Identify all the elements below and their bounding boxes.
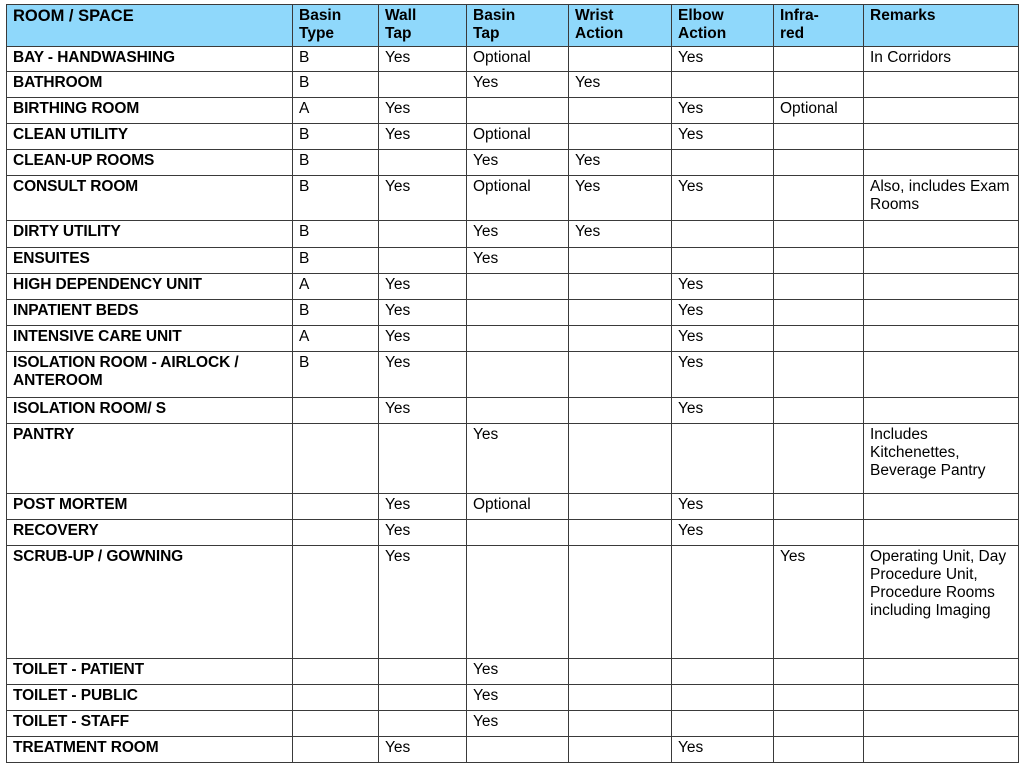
cell-remarks <box>864 149 1019 175</box>
cell-wall-tap: Yes <box>379 46 467 71</box>
cell-infrared <box>774 220 864 247</box>
table-row <box>7 519 1019 545</box>
cell-remarks <box>864 658 1019 684</box>
cell-infrared <box>774 684 864 710</box>
table-row <box>7 325 1019 351</box>
cell-room-space: SCRUB-UP / GOWNING <box>7 545 293 658</box>
cell-wrist-action: Yes <box>569 149 672 175</box>
cell-room-space: HIGH DEPENDENCY UNIT <box>7 273 293 299</box>
column-header-basin-type-line2: Type <box>299 25 335 43</box>
cell-basin-tap: Yes <box>467 71 569 97</box>
cell-room-space: TREATMENT ROOM <box>7 736 293 762</box>
cell-basin-type <box>293 710 379 736</box>
cell-infrared <box>774 351 864 397</box>
cell-remarks <box>864 397 1019 423</box>
cell-wall-tap: Yes <box>379 273 467 299</box>
cell-wall-tap: Yes <box>379 736 467 762</box>
cell-basin-type: B <box>293 220 379 247</box>
column-header-elbow-action-line2: Action <box>678 25 727 43</box>
cell-basin-type <box>293 684 379 710</box>
cell-wrist-action <box>569 97 672 123</box>
cell-wrist-action: Yes <box>569 175 672 220</box>
cell-basin-tap: Optional <box>467 123 569 149</box>
cell-basin-tap: Yes <box>467 658 569 684</box>
cell-elbow-action <box>672 149 774 175</box>
cell-remarks <box>864 273 1019 299</box>
cell-room-space: CLEAN UTILITY <box>7 123 293 149</box>
cell-remarks <box>864 684 1019 710</box>
table-row <box>7 149 1019 175</box>
cell-remarks <box>864 123 1019 149</box>
cell-remarks <box>864 247 1019 273</box>
cell-wrist-action <box>569 123 672 149</box>
cell-basin-tap: Optional <box>467 46 569 71</box>
cell-wrist-action <box>569 658 672 684</box>
cell-basin-type: B <box>293 71 379 97</box>
cell-wall-tap: Yes <box>379 175 467 220</box>
table-row <box>7 736 1019 762</box>
cell-remarks <box>864 493 1019 519</box>
cell-wall-tap <box>379 220 467 247</box>
cell-basin-type <box>293 493 379 519</box>
cell-wall-tap <box>379 658 467 684</box>
cell-remarks: Also, includes Exam Rooms <box>864 175 1019 220</box>
column-header-remarks: Remarks <box>864 5 1019 47</box>
column-header-basin-type <box>293 5 379 47</box>
cell-basin-type: A <box>293 97 379 123</box>
cell-basin-tap: Yes <box>467 684 569 710</box>
cell-basin-tap <box>467 97 569 123</box>
column-header-basin-tap <box>467 5 569 47</box>
cell-basin-tap <box>467 545 569 658</box>
cell-remarks: In Corridors <box>864 46 1019 71</box>
cell-wrist-action <box>569 299 672 325</box>
cell-remarks <box>864 71 1019 97</box>
cell-basin-tap <box>467 351 569 397</box>
cell-room-space: DIRTY UTILITY <box>7 220 293 247</box>
cell-elbow-action: Yes <box>672 123 774 149</box>
cell-basin-tap: Yes <box>467 220 569 247</box>
cell-elbow-action <box>672 423 774 493</box>
cell-remarks <box>864 351 1019 397</box>
cell-basin-tap: Yes <box>467 710 569 736</box>
handwashing-facilities-table <box>6 4 1019 763</box>
cell-wall-tap: Yes <box>379 545 467 658</box>
cell-remarks: Operating Unit, Day Procedure Unit, Procedure Rooms including Imaging <box>864 545 1019 658</box>
cell-basin-type: B <box>293 247 379 273</box>
cell-room-space: RECOVERY <box>7 519 293 545</box>
table-row <box>7 46 1019 71</box>
cell-basin-type <box>293 397 379 423</box>
cell-basin-tap <box>467 736 569 762</box>
cell-infrared <box>774 247 864 273</box>
cell-basin-type: B <box>293 46 379 71</box>
cell-wall-tap <box>379 684 467 710</box>
cell-basin-type <box>293 519 379 545</box>
cell-basin-tap: Yes <box>467 423 569 493</box>
cell-room-space: BATHROOM <box>7 71 293 97</box>
cell-wall-tap <box>379 71 467 97</box>
cell-basin-tap <box>467 273 569 299</box>
cell-remarks <box>864 736 1019 762</box>
cell-remarks <box>864 220 1019 247</box>
column-header-wrist-action-line1: Wrist <box>575 7 614 24</box>
cell-room-space: ISOLATION ROOM - AIRLOCK / ANTEROOM <box>7 351 293 397</box>
handwashing-facilities-table-container <box>6 4 1018 763</box>
cell-wall-tap: Yes <box>379 397 467 423</box>
cell-wrist-action <box>569 710 672 736</box>
cell-wrist-action <box>569 684 672 710</box>
cell-room-space: CLEAN-UP ROOMS <box>7 149 293 175</box>
cell-remarks <box>864 710 1019 736</box>
cell-infrared <box>774 149 864 175</box>
cell-infrared <box>774 397 864 423</box>
cell-basin-type: A <box>293 273 379 299</box>
cell-wrist-action <box>569 351 672 397</box>
table-row <box>7 545 1019 658</box>
cell-elbow-action: Yes <box>672 325 774 351</box>
cell-infrared <box>774 123 864 149</box>
cell-remarks: Includes Kitchenettes, Beverage Pantry <box>864 423 1019 493</box>
cell-infrared <box>774 46 864 71</box>
column-header-wall-tap-line2: Tap <box>385 25 412 43</box>
cell-infrared <box>774 299 864 325</box>
cell-room-space: POST MORTEM <box>7 493 293 519</box>
cell-basin-tap <box>467 519 569 545</box>
table-row <box>7 123 1019 149</box>
cell-elbow-action <box>672 220 774 247</box>
cell-wrist-action <box>569 325 672 351</box>
cell-wrist-action <box>569 273 672 299</box>
cell-infrared <box>774 175 864 220</box>
cell-room-space: BIRTHING ROOM <box>7 97 293 123</box>
cell-elbow-action: Yes <box>672 175 774 220</box>
cell-basin-tap <box>467 397 569 423</box>
cell-remarks <box>864 519 1019 545</box>
column-header-wall-tap-line1: Wall <box>385 7 417 24</box>
cell-wrist-action <box>569 736 672 762</box>
table-row <box>7 273 1019 299</box>
cell-wrist-action: Yes <box>569 220 672 247</box>
cell-room-space: TOILET - PUBLIC <box>7 684 293 710</box>
cell-basin-type <box>293 545 379 658</box>
cell-basin-tap <box>467 325 569 351</box>
cell-wall-tap: Yes <box>379 351 467 397</box>
column-header-basin-type-line1: Basin <box>299 7 342 24</box>
cell-basin-tap: Yes <box>467 247 569 273</box>
cell-basin-tap: Optional <box>467 493 569 519</box>
cell-wall-tap <box>379 149 467 175</box>
cell-wall-tap <box>379 710 467 736</box>
cell-wall-tap <box>379 247 467 273</box>
column-header-wall-tap <box>379 5 467 47</box>
column-header-elbow-action-line1: Elbow <box>678 7 724 24</box>
column-header-infrared-line2: red <box>780 25 805 43</box>
cell-elbow-action <box>672 710 774 736</box>
table-header <box>7 5 1019 47</box>
cell-basin-type <box>293 658 379 684</box>
table-row <box>7 97 1019 123</box>
cell-wrist-action <box>569 545 672 658</box>
cell-infrared <box>774 736 864 762</box>
cell-infrared: Optional <box>774 97 864 123</box>
column-header-infrared <box>774 5 864 47</box>
cell-room-space: BAY - HANDWASHING <box>7 46 293 71</box>
cell-infrared <box>774 658 864 684</box>
cell-room-space: PANTRY <box>7 423 293 493</box>
cell-basin-tap <box>467 299 569 325</box>
column-header-wrist-action-line2: Action <box>575 25 624 43</box>
column-header-basin-tap-line1: Basin <box>473 7 516 24</box>
cell-wrist-action: Yes <box>569 71 672 97</box>
column-header-room-space: ROOM / SPACE <box>7 5 293 47</box>
cell-infrared <box>774 71 864 97</box>
cell-wrist-action <box>569 493 672 519</box>
cell-elbow-action: Yes <box>672 97 774 123</box>
cell-remarks <box>864 325 1019 351</box>
cell-wrist-action <box>569 247 672 273</box>
cell-room-space: TOILET - PATIENT <box>7 658 293 684</box>
column-header-basin-tap-line2: Tap <box>473 25 500 43</box>
cell-basin-tap: Optional <box>467 175 569 220</box>
cell-basin-type: A <box>293 325 379 351</box>
cell-elbow-action <box>672 247 774 273</box>
cell-room-space: TOILET - STAFF <box>7 710 293 736</box>
cell-remarks <box>864 97 1019 123</box>
cell-infrared <box>774 423 864 493</box>
cell-elbow-action <box>672 658 774 684</box>
cell-basin-tap: Yes <box>467 149 569 175</box>
cell-elbow-action: Yes <box>672 736 774 762</box>
cell-room-space: INPATIENT BEDS <box>7 299 293 325</box>
cell-wall-tap: Yes <box>379 123 467 149</box>
cell-infrared <box>774 710 864 736</box>
cell-wall-tap <box>379 423 467 493</box>
cell-infrared <box>774 493 864 519</box>
cell-basin-type <box>293 736 379 762</box>
cell-elbow-action: Yes <box>672 493 774 519</box>
column-header-elbow-action <box>672 5 774 47</box>
cell-wrist-action <box>569 423 672 493</box>
cell-wrist-action <box>569 397 672 423</box>
cell-infrared <box>774 273 864 299</box>
table-row <box>7 493 1019 519</box>
table-row <box>7 299 1019 325</box>
cell-elbow-action: Yes <box>672 46 774 71</box>
cell-wall-tap: Yes <box>379 325 467 351</box>
cell-basin-type: B <box>293 351 379 397</box>
table-row <box>7 220 1019 247</box>
cell-elbow-action: Yes <box>672 397 774 423</box>
table-row <box>7 423 1019 493</box>
cell-basin-type: B <box>293 149 379 175</box>
cell-room-space: ENSUITES <box>7 247 293 273</box>
table-row <box>7 658 1019 684</box>
cell-basin-type: B <box>293 299 379 325</box>
cell-elbow-action <box>672 545 774 658</box>
cell-elbow-action: Yes <box>672 351 774 397</box>
cell-infrared <box>774 519 864 545</box>
cell-basin-type <box>293 423 379 493</box>
table-header-row <box>7 5 1019 47</box>
cell-basin-type: B <box>293 175 379 220</box>
column-header-wrist-action <box>569 5 672 47</box>
cell-wall-tap: Yes <box>379 493 467 519</box>
cell-room-space: INTENSIVE CARE UNIT <box>7 325 293 351</box>
cell-room-space: CONSULT ROOM <box>7 175 293 220</box>
cell-remarks <box>864 299 1019 325</box>
cell-infrared: Yes <box>774 545 864 658</box>
cell-infrared <box>774 325 864 351</box>
table-row <box>7 247 1019 273</box>
cell-basin-type: B <box>293 123 379 149</box>
cell-elbow-action: Yes <box>672 519 774 545</box>
cell-room-space: ISOLATION ROOM/ S <box>7 397 293 423</box>
cell-wall-tap: Yes <box>379 97 467 123</box>
cell-wall-tap: Yes <box>379 299 467 325</box>
table-body <box>7 46 1019 762</box>
column-header-infrared-line1: Infra- <box>780 7 819 24</box>
table-row <box>7 175 1019 220</box>
cell-elbow-action <box>672 684 774 710</box>
cell-elbow-action <box>672 71 774 97</box>
table-row <box>7 710 1019 736</box>
cell-wall-tap: Yes <box>379 519 467 545</box>
table-row <box>7 397 1019 423</box>
cell-elbow-action: Yes <box>672 299 774 325</box>
cell-wrist-action <box>569 46 672 71</box>
cell-elbow-action: Yes <box>672 273 774 299</box>
cell-wrist-action <box>569 519 672 545</box>
table-row <box>7 351 1019 397</box>
table-row <box>7 684 1019 710</box>
table-row <box>7 71 1019 97</box>
